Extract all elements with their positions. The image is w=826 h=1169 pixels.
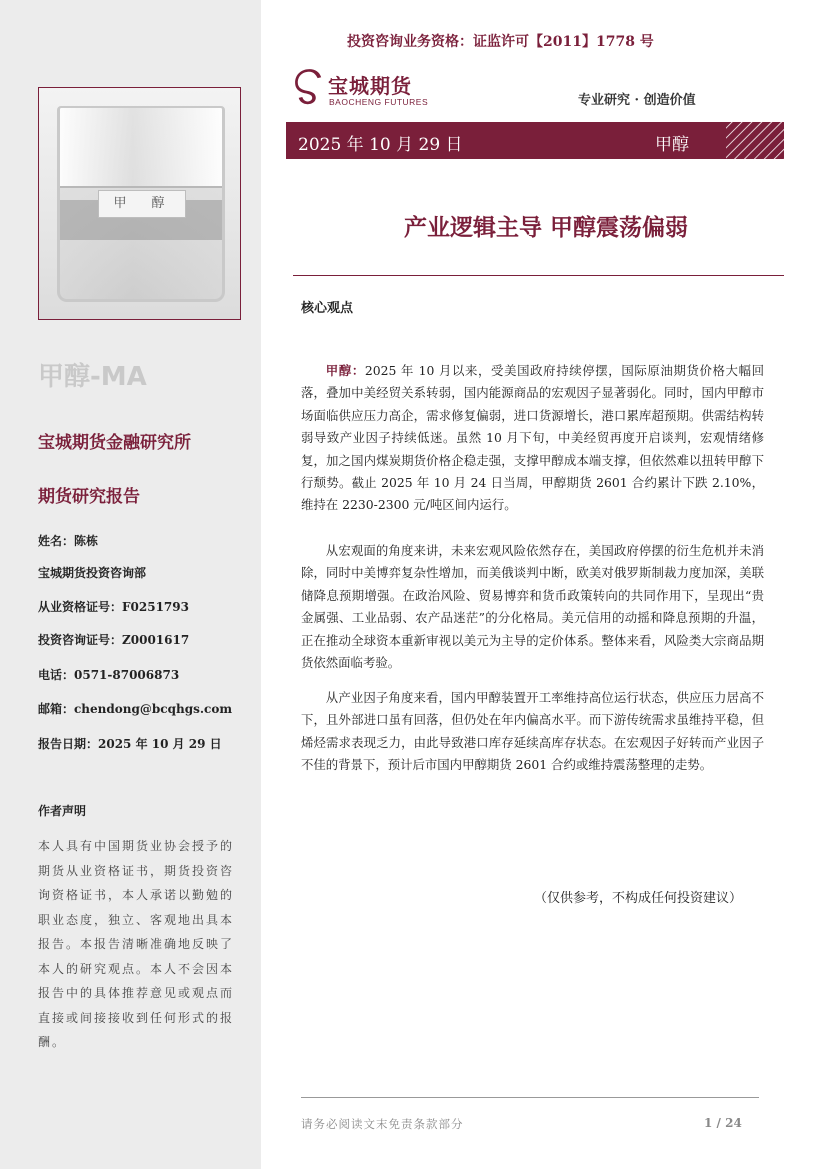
declaration-title: 作者声明 bbox=[38, 804, 87, 818]
phone: 电话：0571-87006873 bbox=[38, 668, 180, 682]
logo-english: BAOCHENG FUTURES bbox=[329, 97, 429, 107]
page-number: 1 / 24 bbox=[704, 1116, 742, 1130]
beaker-image bbox=[57, 106, 225, 302]
title-divider bbox=[293, 275, 784, 276]
email: 邮箱：chendong@bcqhgs.com bbox=[38, 702, 233, 716]
paragraph-1-lead: 甲醇： bbox=[325, 363, 365, 378]
banner-product: 甲醇 bbox=[655, 135, 689, 155]
footer-divider bbox=[301, 1097, 759, 1098]
qualification-number: 从业资格证号：F0251793 bbox=[38, 600, 189, 614]
report-date: 报告日期：2025 年 10 月 29 日 bbox=[38, 737, 222, 751]
footer-note: 请务必阅读文末免责条款部分 bbox=[301, 1117, 464, 1131]
date-banner bbox=[286, 122, 784, 159]
paragraph-3: 从产业因子角度来看，国内甲醇装置开工率维持高位运行状态，供应压力居高不下，且外部进口虽有回落，但仍处在年内偏高水平。而下游传统需求虽维持平稳，但烯烃需求表现乏力，由此导致港口库存延续高库存状态。在宏观因子好转而产业因子不佳的背景下，预计后市国内甲醇期货 2601 合约或维持震荡整理的走势。 bbox=[301, 690, 764, 773]
paragraph-1-text: 2025 年 10 月以来，受美国政府持续停摆，国际原油期货价格大幅回落，叠加中美经贸关系转弱，国内能源商品的宏观因子显著弱化。同时，国内甲醇市场面临供应压力高企，需求修复偏弱，进口货源增长，港口累库超预期。供需结构转弱导致产业因子持续低迷。虽然 10 月下旬，中美经贸再度开启谈判，宏观情绪修复，加之国内煤炭期货价格企稳走强，支撑甲醇成本端支撑，但依然难以扭转甲醇下行颓势。截止 2025 年 10 月 24 日当周，甲醇期货 2601 合约累计下跌 2.10%，维持在 2230-2300 元/吨区间内运行。 bbox=[301, 363, 765, 513]
disclaimer: （仅供参考，不构成任何投资建议） bbox=[534, 891, 743, 906]
slogan: 专业研究 · 创造价值 bbox=[578, 93, 696, 108]
product-title: 甲醇-MA bbox=[38, 362, 147, 392]
product-photo bbox=[38, 87, 241, 320]
department: 宝城期货投资咨询部 bbox=[38, 566, 147, 580]
paragraph-2: 从宏观面的角度来讲，未来宏观风险依然存在，美国政府停摆的衍生危机并未消除，同时中美博弈复杂性增加，而美俄谈判中断，欧美对俄罗斯制裁力度加深，美联储降息预期增强。在政治风险、贸易博弈和货币政策转向的共同作用下，呈现出“贵金属强、工业品弱、农产品迷茫”的分化格局。美元信用的动摇和降息预期的升温，正在推动全球资本重新审视以美元为主导的定价体系。整体来看，风险类大宗商品期货依然面临考验。 bbox=[301, 543, 764, 671]
license-text: 投资咨询业务资格：证监许可【2011】1778 号 bbox=[347, 34, 654, 50]
institute-name: 宝城期货金融研究所 bbox=[38, 433, 191, 453]
logo-mark-icon bbox=[294, 69, 324, 109]
core-view-heading: 核心观点 bbox=[301, 301, 354, 316]
report-title: 产业逻辑主导 甲醇震荡偏弱 bbox=[403, 215, 688, 241]
banner-date: 2025 年 10 月 29 日 bbox=[298, 135, 463, 155]
logo-chinese: 宝城期货 bbox=[328, 74, 412, 98]
declaration-body: 本人具有中国期货业协会授予的期货从业资格证书，期货投资咨询资格证书，本人承诺以勤勉的职业态度，独立、客观地出具本报告。本报告清晰准确地反映了本人的研究观点。本人不会因本报告中的具体推荐意见或观点而直接或间接接收到任何形式的报酬。 bbox=[38, 839, 235, 1049]
paragraph-1 bbox=[301, 360, 764, 517]
advisory-number: 投资咨询证号：Z0001617 bbox=[38, 633, 190, 647]
beaker-label: 甲 醇 bbox=[98, 190, 186, 218]
company-logo bbox=[294, 69, 434, 111]
report-type: 期货研究报告 bbox=[38, 487, 140, 507]
sidebar bbox=[0, 0, 261, 1169]
author-name: 姓名：陈栋 bbox=[38, 534, 99, 548]
